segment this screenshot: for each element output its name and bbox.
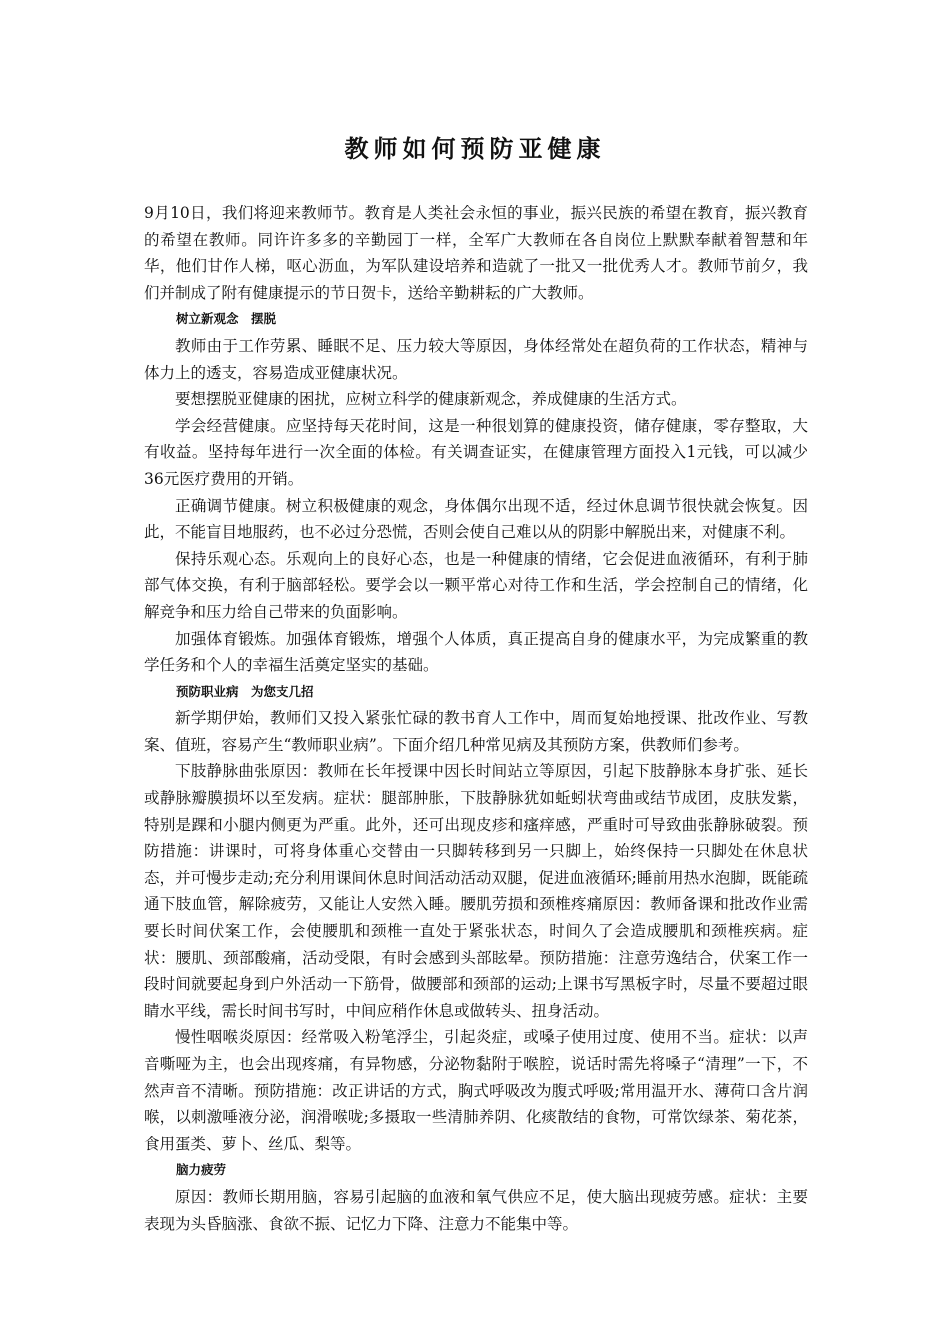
paragraph: 教师由于工作劳累、睡眠不足、压力较大等原因，身体经常处在超负荷的工作状态，精神与体力上的透支，容易造成亚健康状况。	[144, 336, 808, 382]
paragraph: 学会经营健康。应坚持每天花时间，这是一种很划算的健康投资，储存健康，零存整取，大有收益。坚持每年进行一次全面的体检。有关调查证实，在健康管理方面投入1元钱，可以减少36元医疗费用的开销。	[144, 416, 808, 488]
section-heading-occupational-disease: 预防职业病 为您支几招	[176, 683, 314, 699]
paragraph: 保持乐观心态。乐观向上的良好心态，也是一种健康的情绪，它会促进血液循环，有利于肺部气体交换，有利于脑部轻松。要学会以一颗平常心对待工作和生活，学会控制自己的情绪，化解竞争和压力给自己带来的负面影响。	[144, 549, 808, 621]
section-heading-new-concept: 树立新观念 摆脱	[176, 311, 277, 327]
paragraph: 下肢静脉曲张原因：教师在长年授课中因长时间站立等原因，引起下肢静脉本身扩张、延长或静脉瓣膜损坏以至发病。症状：腿部肿胀，下肢静脉犹如蚯蚓状弯曲或结节成团，皮肤发紫，特别是踝和小腿内侧更为严重。此外，还可出现皮疹和瘙痒感，严重时可导致曲张静脉破裂。预防措施：讲课时，可将身体重心交替由一只脚转移到另一只脚上，始终保持一只脚处在休息状态，并可慢步走动;充分利用课间休息时间活动活动双腿，促进血液循环;睡前用热水泡脚，既能疏通下肢血管，解除疲劳，又能让人安然入睡。腰肌劳损和颈椎疼痛原因：教师备课和批改作业需要长时间伏案工作，会使腰肌和颈椎一直处于紧张状态，时间久了会造成腰肌和颈椎疾病。症状：腰肌、颈部酸痛，活动受限，有时会感到头部眩晕。预防措施：注意劳逸结合，伏案工作一段时间就要起身到户外活动一下筋骨，做腰部和颈部的运动;上课书写黑板字时，尽量不要超过眼睛水平线，需长时间书写时，中间应稍作休息或做转头、扭身活动。	[144, 762, 808, 1020]
document-title: 教师如何预防亚健康	[344, 134, 606, 163]
section-heading-mental-fatigue: 脑力疲劳	[176, 1162, 227, 1178]
paragraph: 正确调节健康。树立积极健康的观念，身体偶尔出现不适，经过休息调节很快就会恢复。因此，不能盲目地服药，也不必过分恐慌，否则会使自己难以从的阴影中解脱出来，对健康不利。	[144, 496, 808, 542]
paragraph: 加强体育锻炼。加强体育锻炼，增强个人体质，真正提高自身的健康水平，为完成繁重的教学任务和个人的幸福生活奠定坚实的基础。	[144, 629, 808, 675]
intro-paragraph: 9月10日，我们将迎来教师节。教育是人类社会永恒的事业，振兴民族的希望在教育，振兴教育的希望在教师。同许许多多的辛勤园丁一样，全军广大教师在各自岗位上默默奉献着智慧和年华，他们甘作人梯，呕心沥血，为军队建设培养和造就了一批又一批优秀人才。教师节前夕，我们并制成了附有健康提示的节日贺卡，送给辛勤耕耘的广大教师。	[144, 204, 808, 302]
paragraph: 新学期伊始，教师们又投入紧张忙碌的教书育人工作中，周而复始地授课、批改作业、写教案、值班，容易产生“教师职业病”。下面介绍几种常见病及其预防方案，供教师们参考。	[144, 709, 808, 754]
paragraph: 原因：教师长期用脑，容易引起脑的血液和氧气供应不足，使大脑出现疲劳感。症状：主要表现为头昏脑涨、食欲不振、记忆力下降、注意力不能集中等。	[144, 1187, 808, 1233]
paragraph: 慢性咽喉炎原因：经常吸入粉笔浮尘，引起炎症，或嗓子使用过度、使用不当。症状：以声音嘶哑为主，也会出现疼痛，有异物感，分泌物黏附于喉腔，说话时需先将嗓子“清理”一下，不然声音不清晰。预防措施：改正讲话的方式，胸式呼吸改为腹式呼吸;常用温开水、薄荷口含片润喉，以刺激唾液分泌，润滑喉咙;多摄取一些清肺养阴、化痰散结的食物，可常饮绿茶、菊花茶，食用蛋类、萝卜、丝瓜、梨等。	[144, 1028, 808, 1153]
document-body	[144, 200, 808, 1237]
paragraph: 要想摆脱亚健康的困扰，应树立科学的健康新观念，养成健康的生活方式。	[175, 390, 687, 409]
